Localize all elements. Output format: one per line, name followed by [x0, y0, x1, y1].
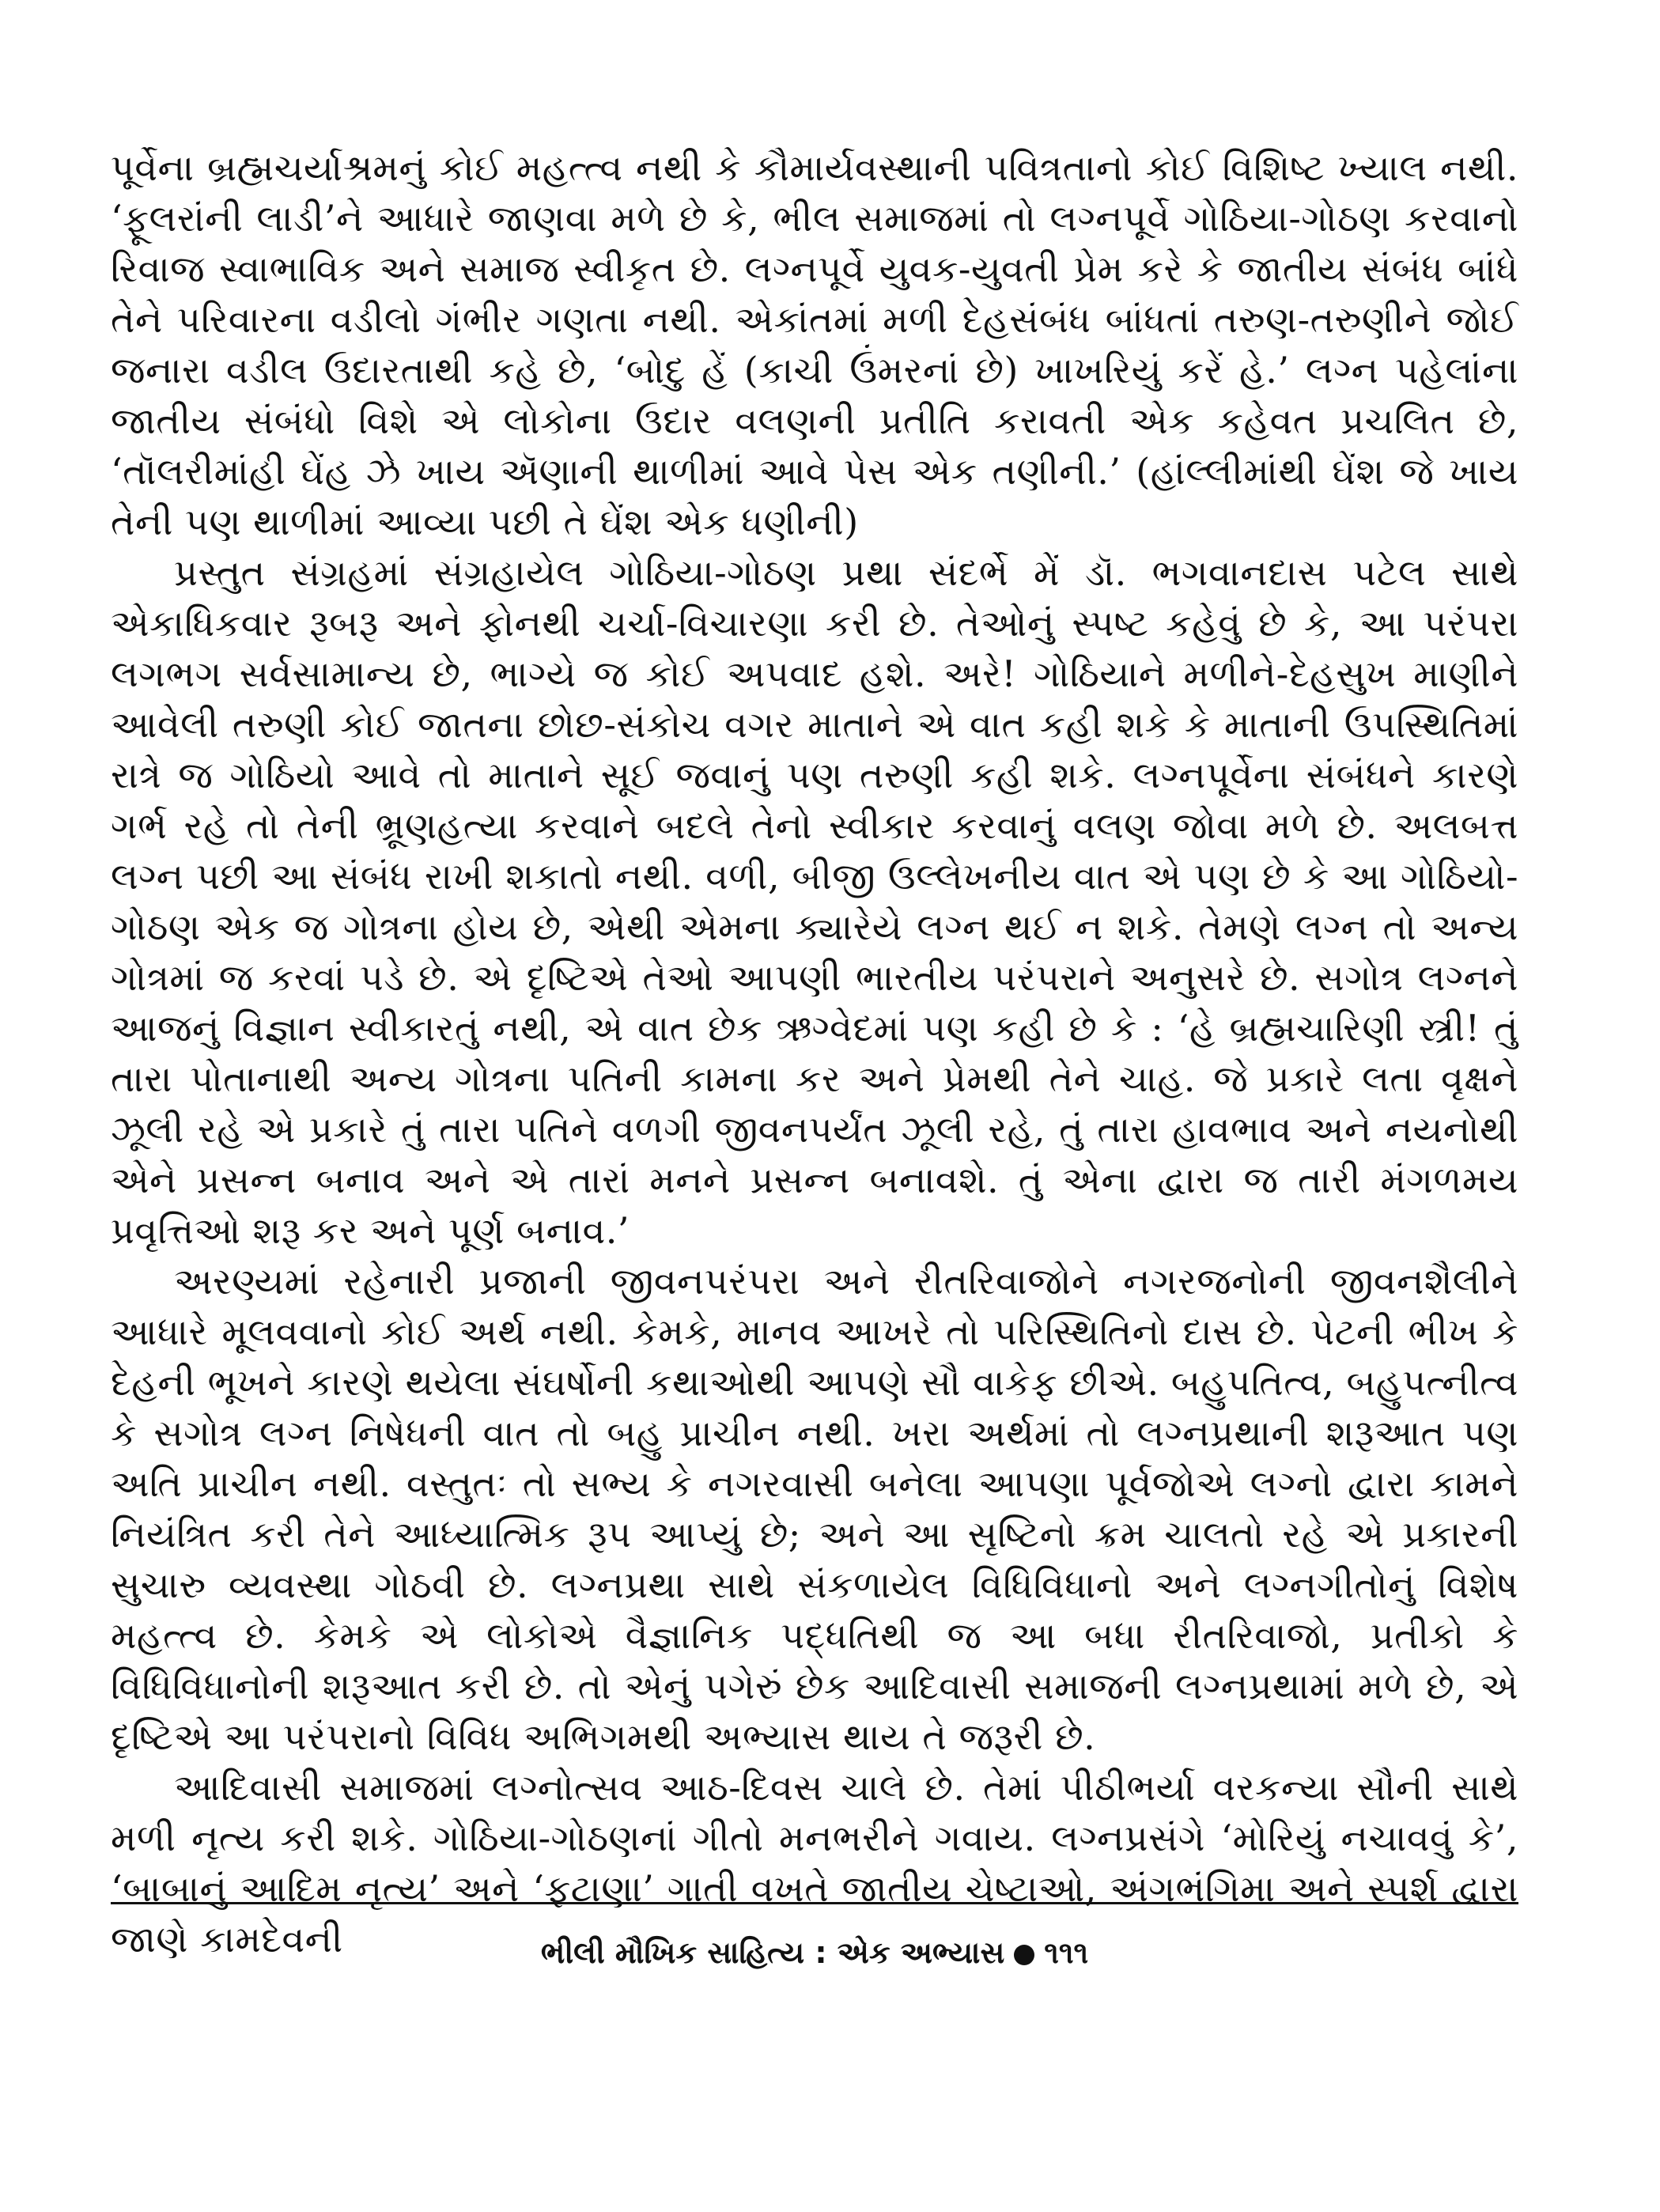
book-title: ભીલી મૌખિક સાહિત્ય : એક અભ્યાસ	[540, 1935, 1005, 1970]
paragraph-3: અરણ્યમાં રહેનારી પ્રજાની જીવનપરંપરા અને રીતરિવાજોને નગરજનોની જીવનશૈલીને આધારે મૂલવવાનો કોઈ અર્થ નથી. કેમકે, માનવ આખરે તો પરિસ્થિતિનો દાસ છે. પેટની ભીખ કે દેહની ભૂખને કારણે થયેલા સંઘર્ષોની કથાઓથી આપણે સૌ વાકેફ છીએ. બહુપતિત્વ, બહુપત્નીત્વ કે સગોત્ર લગ્ન નિષેધની વાત તો બહુ પ્રાચીન નથી. ખરા અર્થમાં તો લગ્નપ્રથાની શરૂઆત પણ અતિ પ્રાચીન નથી. વસ્તુતઃ તો સભ્ય કે નગરવાસી બનેલા આપણા પૂર્વજોએ લગ્નો દ્વારા કામને નિયંત્રિત કરી તેને આધ્યાત્મિક રૂપ આપ્યું છે; અને આ સૃષ્ટિનો ક્રમ ચાલતો રહે એ પ્રકારની સુચારુ વ્યવસ્થા ગોઠવી છે. લગ્નપ્રથા સાથે સંકળાયેલ વિધિવિધાનો અને લગ્નગીતોનું વિશેષ મહત્ત્વ છે. કેમકે એ લોકોએ વૈજ્ઞાનિક પદ્ધતિથી જ આ બધા રીતરિવાજો, પ્રતીકો કે વિધિવિધાનોની શરૂઆત કરી છે. તો એનું પગેરું છેક આદિવાસી સમાજની લગ્નપ્રથામાં મળે છે, એ દૃષ્ટિએ આ પરંપરાનો વિવિધ અભિગમથી અભ્યાસ થાય તે જરૂરી છે.	[111, 1260, 1518, 1758]
paragraph-4: આદિવાસી સમાજમાં લગ્નોત્સવ આઠ-દિવસ ચાલે છે. તેમાં પીઠીભર્યા વરકન્યા સૌની સાથે મળી નૃત્ય કરી શકે. ગોઠિયા-ગોઠણનાં ગીતો મનભરીને ગવાય. લગ્નપ્રસંગે ‘મોરિયું નચાવવું કે’, ‘બાબાનું આદિમ નૃત્ય’ અને ‘ફટાણા’ ગાતી વખતે જાતીય ચેષ્ટાઓ, અંગભંગિમા અને સ્પર્શ દ્વારા જાણે કામદેવની	[111, 1766, 1518, 1961]
paragraph-2: પ્રસ્તુત સંગ્રહમાં સંગ્રહાયેલ ગોઠિયા-ગોઠણ પ્રથા સંદર્ભે મેં ડૉ. ભગવાનદાસ પટેલ સાથે એકાધિકવાર રૂબરૂ અને ફોનથી ચર્ચા-વિચારણા કરી છે. તેઓનું સ્પષ્ટ કહેવું છે કે, આ પરંપરા લગભગ સર્વસામાન્ય છે, ભાગ્યે જ કોઈ અપવાદ હશે. અરે! ગોઠિયાને મળીને-દેહસુખ માણીને આવેલી તરુણી કોઈ જાતના છોછ-સંકોચ વગર માતાને એ વાત કહી શકે કે માતાની ઉપસ્થિતિમાં રાત્રે જ ગોઠિયો આવે તો માતાને સૂઈ જવાનું પણ તરુણી કહી શકે. લગ્નપૂર્વેના સંબંધને કારણે ગર્ભ રહે તો તેની ભ્રૂણહત્યા કરવાને બદલે તેનો સ્વીકાર કરવાનું વલણ જોવા મળે છે. અલબત્ત લગ્ન પછી આ સંબંધ રાખી શકાતો નથી. વળી, બીજી ઉલ્લેખનીય વાત એ પણ છે કે આ ગોઠિયો-ગોઠણ એક જ ગોત્રના હોય છે, એથી એમના ક્યારેયે લગ્ન થઈ ન શકે. તેમણે લગ્ન તો અન્ય ગોત્રમાં જ કરવાં પડે છે. એ દૃષ્ટિએ તેઓ આપણી ભારતીય પરંપરાને અનુસરે છે. સગોત્ર લગ્નને આજનું વિજ્ઞાન સ્વીકારતું નથી, એ વાત છેક ઋગ્વેદમાં પણ કહી છે કે : ‘હે બ્રહ્મચારિણી સ્ત્રી! તું તારા પોતાનાથી અન્ય ગોત્રના પતિની કામના કર અને પ્રેમથી તેને ચાહ. જે પ્રકારે લતા વૃક્ષને ઝૂલી રહે એ પ્રકારે તું તારા પતિને વળગી જીવનપર્યંત ઝૂલી રહે, તું તારા હાવભાવ અને નયનોથી એને પ્રસન્ન બનાવ અને એ તારાં મનને પ્રસન્ન બનાવશે. તું એના દ્વારા જ તારી મંગળમય પ્રવૃત્તિઓ શરૂ કર અને પૂર્ણ બનાવ.’	[111, 551, 1518, 1252]
page-number: ૧૧૧	[1044, 1935, 1089, 1970]
paragraph-1: પૂર્વેના બ્રહ્મચર્યાશ્રમનું કોઈ મહત્ત્વ નથી કે કૌમાર્યવસ્થાની પવિત્રતાનો કોઈ વિશિષ્ટ ખ્યાલ નથી. ‘ફૂલરાંની લાડી’ને આધારે જાણવા મળે છે કે, ભીલ સમાજમાં તો લગ્નપૂર્વે ગોઠિયા-ગોઠણ કરવાનો રિવાજ સ્વાભાવિક અને સમાજ સ્વીકૃત છે. લગ્નપૂર્વે યુવક-યુવતી પ્રેમ કરે કે જાતીય સંબંધ બાંધે તેને પરિવારના વડીલો ગંભીર ગણતા નથી. એકાંતમાં મળી દેહસંબંધ બાંધતાં તરુણ-તરુણીને જોઈ જનારા વડીલ ઉદારતાથી કહે છે, ‘બોદુ હેં (કાચી ઉંમરનાં છે) ખાખરિયું કરેં હે.’ લગ્ન પહેલાંના જાતીય સંબંધો વિશે એ લોકોના ઉદાર વલણની પ્રતીતિ કરાવતી એક કહેવત પ્રચલિત છે, ‘તૉલરીમાંહી ઘેંહ ઝે ખાય ઍણાની થાળીમાં આવે પેસ એક તણીની.’ (હાંલ્લીમાંથી ઘેંશ જે ખાય તેની પણ થાળીમાં આવ્યા પછી તે ઘેંશ એક ધણીની)	[111, 146, 1518, 543]
footer-rule	[111, 1902, 1518, 1904]
bullet-icon	[1014, 1945, 1034, 1965]
page-body	[111, 142, 1518, 2167]
page-footer	[111, 1934, 1518, 1972]
